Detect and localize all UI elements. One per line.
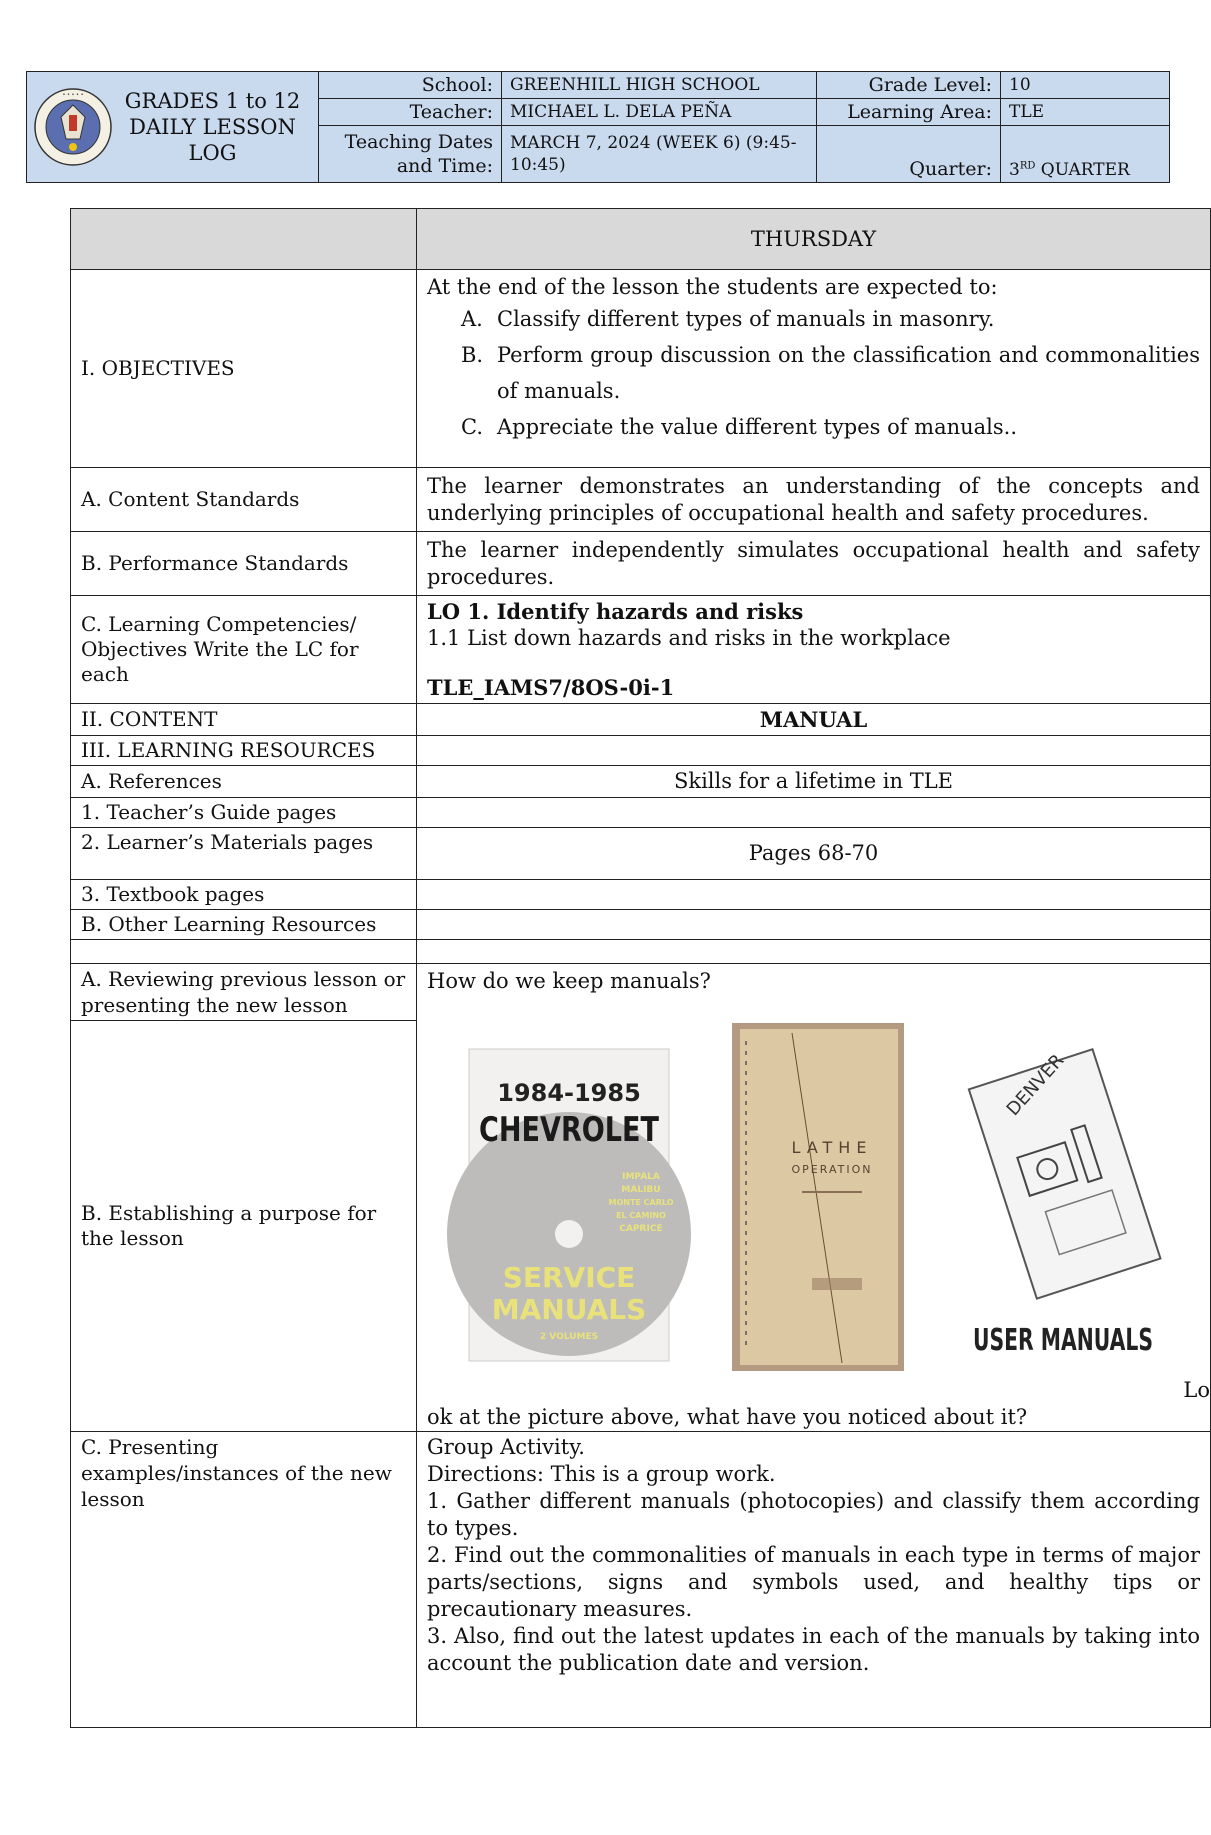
purpose-label: B. Establishing a purpose for the lesson: [71, 1021, 417, 1432]
textbook-value: [417, 880, 1211, 910]
performance-standards-label: B. Performance Standards: [71, 532, 417, 596]
other-resources-label: B. Other Learning Resources: [71, 910, 417, 940]
presenting-title: Group Activity.: [427, 1434, 585, 1459]
lathe-subtitle: OPERATION: [792, 1162, 873, 1176]
content-label: II. CONTENT: [71, 704, 417, 736]
other-resources-value: [417, 910, 1211, 940]
lathe-title: LATHE: [792, 1137, 873, 1157]
chevrolet-manuals: MANUALS: [491, 1292, 647, 1326]
resources-value: [417, 736, 1211, 766]
presenting-row: [71, 1431, 1211, 1727]
teacher-guide-row: [71, 798, 1211, 828]
chevrolet-model: MONTE CARLO: [608, 1197, 674, 1207]
chevrolet-model: CAPRICE: [619, 1223, 663, 1234]
chevrolet-brand: CHEVROLET: [478, 1109, 660, 1150]
chevrolet-years: 1984-1985: [497, 1078, 641, 1107]
denver-caption: USER MANUALS: [973, 1322, 1154, 1358]
day-header: THURSDAY: [417, 209, 1211, 270]
chevrolet-manual-image: [469, 1049, 674, 1361]
quarter-label: Quarter:: [817, 126, 1001, 183]
lathe-manual-image: [732, 1023, 904, 1371]
chevrolet-volumes: 2 VOLUMES: [539, 1331, 598, 1342]
competencies-cell: [417, 596, 1211, 704]
header-title-line: DAILY LESSON: [129, 115, 296, 139]
chevrolet-model: EL CAMINO: [615, 1210, 666, 1220]
content-standards-text: The learner demonstrates an understanding of the concepts and underlying principles of occupational health and safety procedures.: [417, 468, 1211, 532]
header-logo-cell: [27, 72, 319, 183]
chevrolet-model: MALIBU: [621, 1184, 661, 1195]
quarter-word: QUARTER: [1040, 160, 1130, 180]
objectives-intro: At the end of the lesson the students are expected to:: [427, 275, 998, 299]
quarter-value: [1001, 126, 1170, 183]
textbook-row: [71, 880, 1211, 910]
lesson-log-table: [70, 208, 1211, 1728]
reviewing-row: [71, 964, 1211, 1021]
teacher-value: MICHAEL L. DELA PEÑA: [502, 99, 817, 126]
purpose-row: [71, 1021, 1211, 1432]
day-header-blank: [71, 209, 417, 270]
denver-brand: DENVER: [1002, 1049, 1069, 1120]
performance-standards-text: The learner independently simulates occupational health and safety procedures.: [417, 532, 1211, 596]
reviewing-label: A. Reviewing previous lesson or presenting the new lesson: [71, 964, 417, 1021]
presenting-cell: [417, 1431, 1211, 1727]
learning-area-value: TLE: [1001, 99, 1170, 126]
header-title: [113, 88, 312, 166]
objective-text: Appreciate the value different types of manuals..: [497, 415, 1018, 439]
presenting-step: 2. Find out the commonalities of manuals in each type in terms of major parts/sections, signs and symbols used, and healthy tips or precautionary measures.: [427, 1542, 1200, 1621]
deped-seal-icon: [33, 87, 113, 167]
denver-manual-image: [968, 1045, 1158, 1363]
chevrolet-model: IMPALA: [621, 1171, 660, 1182]
manual-images: [427, 1021, 1200, 1371]
learning-area-label: Learning Area:: [817, 99, 1001, 126]
objective-item: [461, 301, 1200, 337]
learner-materials-row: [71, 828, 1211, 880]
dates-value-line: MARCH 7, 2024 (WEEK 6) (9:45-: [510, 133, 797, 153]
presenting-step: 3. Also, find out the latest updates in each of the manuals by taking into account the publication date and version.: [427, 1623, 1200, 1675]
content-standards-label: A. Content Standards: [71, 468, 417, 532]
references-label: A. References: [71, 766, 417, 798]
references-row: [71, 766, 1211, 798]
objective-item: [461, 337, 1200, 409]
content-value: MANUAL: [417, 704, 1211, 736]
resources-label: III. LEARNING RESOURCES: [71, 736, 417, 766]
dates-label: [319, 126, 502, 183]
school-label: School:: [319, 72, 502, 99]
content-row: [71, 704, 1211, 736]
teacher-guide-value: [417, 798, 1211, 828]
dates-label-line: and Time:: [396, 155, 493, 177]
dates-label-line: Teaching Dates: [344, 131, 493, 153]
school-value: GREENHILL HIGH SCHOOL: [502, 72, 817, 99]
purpose-text: ok at the picture above, what have you noticed about it?: [427, 1404, 1028, 1429]
purpose-tail: Lo: [1183, 1377, 1210, 1402]
header-title-line: LOG: [188, 141, 237, 165]
competencies-code: TLE_IAMS7/8OS-0i-1: [427, 675, 675, 700]
spacer-cell: [71, 940, 417, 964]
day-header-row: [71, 209, 1211, 270]
purpose-cell: [417, 1021, 1211, 1432]
performance-standards-row: [71, 532, 1211, 596]
grade-level-value: 10: [1001, 72, 1170, 99]
dates-value: [502, 126, 817, 183]
presenting-step: 1. Gather different manuals (photocopies) and classify them according to types.: [427, 1488, 1200, 1540]
objectives-list: [427, 301, 1200, 445]
presenting-label: C. Presenting examples/instances of the new lesson: [71, 1431, 417, 1727]
dates-value-line: 10:45): [510, 155, 566, 175]
objective-text: Classify different types of manuals in masonry.: [497, 307, 995, 331]
objective-marker: C.: [461, 415, 483, 439]
competencies-title: LO 1. Identify hazards and risks: [427, 599, 804, 624]
references-value: Skills for a lifetime in TLE: [417, 766, 1211, 798]
chevrolet-service: SERVICE: [502, 1260, 636, 1294]
header-table: [26, 71, 1170, 183]
competencies-row: [71, 596, 1211, 704]
learner-materials-value: Pages 68-70: [417, 828, 1211, 880]
teacher-guide-label: 1. Teacher’s Guide pages: [71, 798, 417, 828]
competencies-item: 1.1 List down hazards and risks in the workplace: [427, 626, 951, 650]
learner-materials-label: 2. Learner’s Materials pages: [71, 828, 417, 880]
spacer-cell: [417, 940, 1211, 964]
presenting-directions: Directions: This is a group work.: [427, 1461, 776, 1486]
spacer-row: [71, 940, 1211, 964]
competencies-label: C. Learning Competencies/ Objectives Write the LC for each: [71, 596, 417, 704]
objective-marker: A.: [461, 307, 483, 331]
grade-level-label: Grade Level:: [817, 72, 1001, 99]
objective-marker: B.: [461, 343, 484, 367]
header-title-line: GRADES 1 to 12: [124, 89, 301, 113]
objectives-cell: [417, 270, 1211, 468]
quarter-number: 3: [1009, 160, 1020, 180]
objective-item: [461, 409, 1200, 445]
objective-text: Perform group discussion on the classification and commonalities of manuals.: [497, 343, 1200, 403]
content-standards-row: [71, 468, 1211, 532]
objectives-row: [71, 270, 1211, 468]
svg-text:• • • • •: • • • • •: [62, 92, 84, 98]
other-resources-row: [71, 910, 1211, 940]
resources-row: [71, 736, 1211, 766]
textbook-label: 3. Textbook pages: [71, 880, 417, 910]
objectives-label: I. OBJECTIVES: [71, 270, 417, 468]
reviewing-text: How do we keep manuals?: [417, 964, 1211, 1021]
teacher-label: Teacher:: [319, 99, 502, 126]
quarter-suffix: RD: [1019, 160, 1036, 172]
